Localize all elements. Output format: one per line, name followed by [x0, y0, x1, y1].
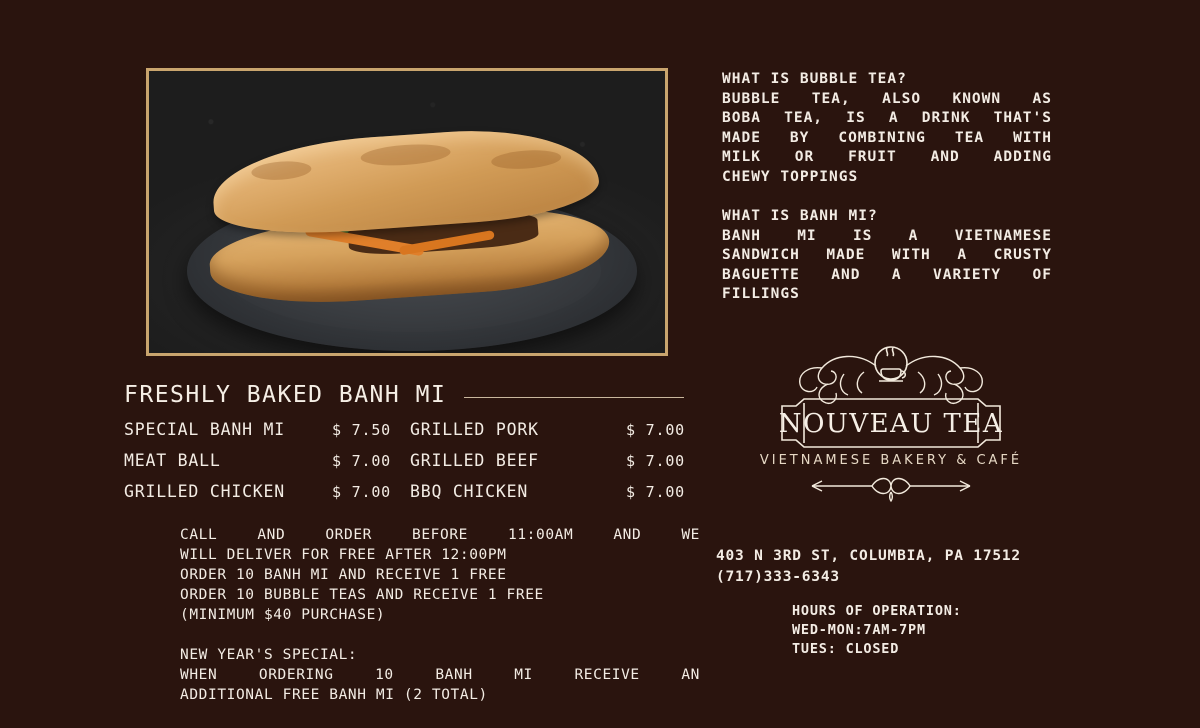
bubble-tea-answer-line: BOBA TEA, IS A DRINK THAT'S: [722, 110, 1052, 126]
menu-item-price: $ 7.00: [332, 483, 391, 501]
banh-mi-answer-line: BAGUETTE AND A VARIETY OF: [722, 266, 1052, 283]
bubble-tea-answer-line: CHEWY TOPPINGS: [722, 168, 859, 185]
hours-block: [792, 602, 962, 659]
menu-row: [124, 451, 704, 482]
menu-list: [124, 420, 704, 513]
banh-mi-answer-line: BANH MI IS A VIETNAMESE: [722, 227, 1052, 244]
banh-mi-answer-line: SANDWICH MADE WITH A CRUSTY: [722, 247, 1052, 263]
menu-row: [124, 482, 704, 513]
banh-mi-photo: [149, 71, 665, 353]
menu-item-name: BBQ CHICKEN: [410, 482, 529, 501]
brand-logo: [716, 336, 1066, 516]
banh-mi-question: WHAT IS BANH MI?: [722, 208, 878, 224]
promo-special-line: WHEN ORDERING 10 BANH MI RECEIVE AN: [180, 667, 700, 683]
banh-mi-answer-line: FILLINGS: [722, 286, 800, 302]
menu-item-price: $ 7.00: [626, 483, 685, 501]
arrow-flourish: [812, 479, 970, 502]
hours-line: WED-MON:7AM-7PM: [792, 622, 926, 638]
hours-line: TUES: CLOSED: [792, 641, 900, 657]
hours-title: HOURS OF OPERATION:: [792, 603, 962, 619]
promo-line: WILL DELIVER FOR FREE AFTER 12:00PM: [180, 547, 507, 563]
crust-blotch: [491, 148, 562, 171]
promo-spacer: [180, 625, 700, 645]
menu-item-price: $ 7.00: [332, 452, 391, 470]
promo-special-title: NEW YEAR'S SPECIAL:: [180, 647, 358, 663]
menu-item-price: $ 7.00: [626, 452, 685, 470]
bubble-tea-answer-line: MADE BY COMBINING TEA WITH: [722, 129, 1052, 146]
title-divider: [464, 397, 684, 398]
menu-title-row: [124, 382, 684, 408]
menu-item-name: GRILLED PORK: [410, 420, 539, 439]
crust-blotch: [251, 160, 312, 182]
promo-special-line: ADDITIONAL FREE BANH MI (2 TOTAL): [180, 687, 488, 703]
bubble-tea-question: WHAT IS BUBBLE TEA?: [722, 71, 907, 87]
flourish-left: [800, 356, 876, 403]
teacup-icon: [875, 347, 907, 381]
promo-line: CALL AND ORDER BEFORE 11:00AM AND WE: [180, 527, 700, 543]
bubble-tea-answer-line: MILK OR FRUIT AND ADDING: [722, 149, 1052, 165]
crust-blotch: [360, 142, 451, 168]
menu-item-price: $ 7.00: [626, 421, 685, 439]
logo-name: NOUVEAU TEA: [778, 409, 1004, 439]
info-spacer: [722, 187, 1052, 207]
promo-line: (MINIMUM $40 PURCHASE): [180, 607, 386, 623]
logo-tagline: VIETNAMESE BAKERY & CAFÉ: [759, 453, 1023, 468]
info-block: [722, 70, 1052, 305]
menu-item-name: GRILLED BEEF: [410, 451, 539, 470]
menu-item-name: SPECIAL BANH MI: [124, 420, 286, 439]
menu-row: [124, 420, 704, 451]
phone-number[interactable]: (717)333-6343: [716, 569, 840, 585]
menu-title: FRESHLY BAKED BANH MI: [124, 382, 447, 408]
menu-item-name: MEAT BALL: [124, 451, 221, 470]
promo-line: ORDER 10 BUBBLE TEAS AND RECEIVE 1 FREE: [180, 587, 544, 603]
promotions-block: [180, 525, 700, 705]
address-line: 403 N 3RD ST, COLUMBIA, PA 17512: [716, 548, 1021, 564]
menu-item-name: GRILLED CHICKEN: [124, 482, 286, 501]
flourish-right: [906, 356, 982, 403]
contact-block: [716, 546, 1076, 588]
hero-image-frame: [146, 68, 668, 356]
promo-line: ORDER 10 BANH MI AND RECEIVE 1 FREE: [180, 567, 507, 583]
baguette-shape: [201, 115, 612, 320]
bubble-tea-answer-line: BUBBLE TEA, ALSO KNOWN AS: [722, 90, 1052, 107]
logo-svg: [716, 336, 1066, 516]
menu-item-price: $ 7.50: [332, 421, 391, 439]
